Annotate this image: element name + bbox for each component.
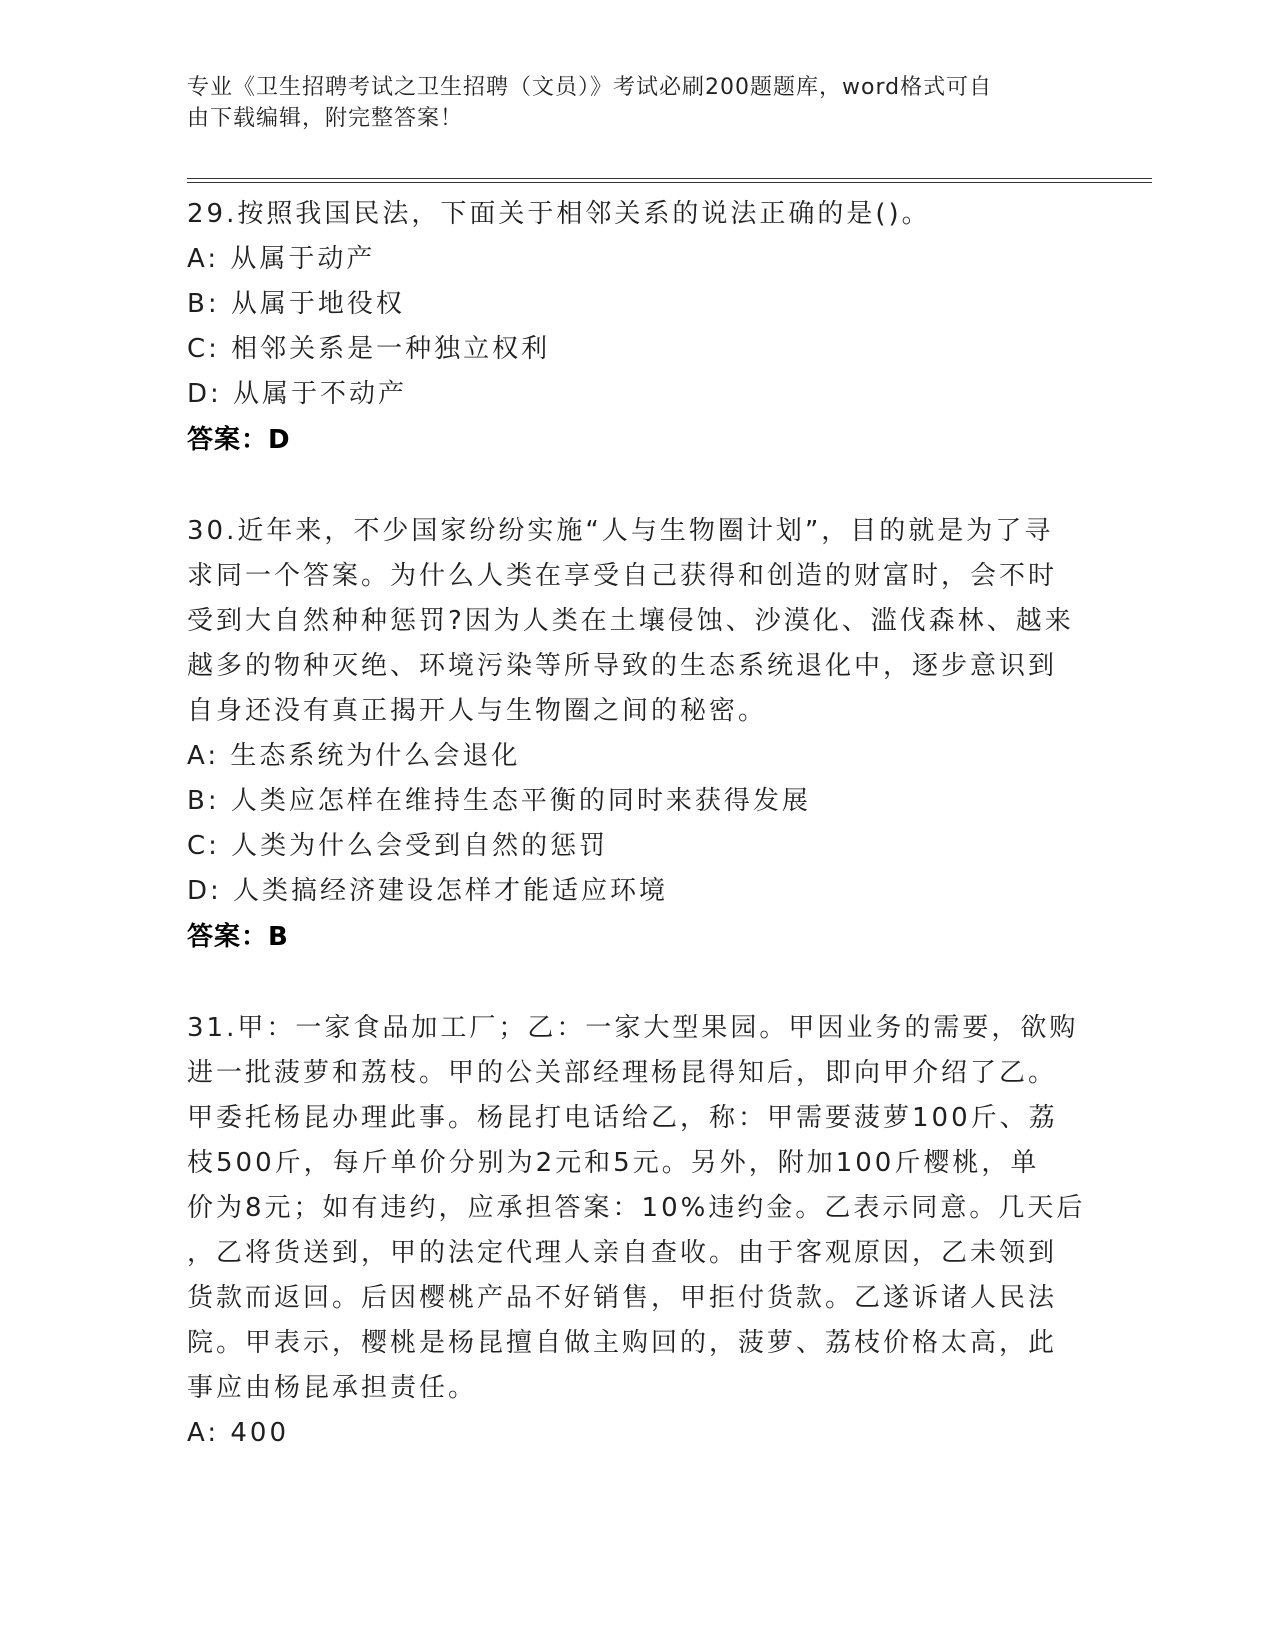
option-c: C: 相邻关系是一种独立权利 bbox=[187, 334, 551, 364]
option-a: A: 400 bbox=[187, 1418, 289, 1448]
option-a: A: 生态系统为什么会退化 bbox=[187, 741, 521, 771]
question-stem-line: ，乙将货送到，甲的法定代理人亲自查收。由于客观原因，乙未领到 bbox=[187, 1238, 1058, 1268]
question-stem-line: 枝500斤，每斤单价分别为2元和5元。另外，附加100斤樱桃，单 bbox=[187, 1148, 1040, 1178]
question-stem-line: 甲委托杨昆办理此事。杨昆打电话给乙，称：甲需要菠萝100斤、荔 bbox=[187, 1103, 1058, 1133]
option-a: A: 从属于动产 bbox=[187, 244, 376, 274]
option-d: D: 从属于不动产 bbox=[187, 379, 408, 409]
question-stem-line: 30.近年来，不少国家纷纷实施“人与生物圈计划”，目的就是为了寻 bbox=[187, 516, 1054, 546]
question-29 bbox=[187, 192, 1087, 463]
question-stem-line: 货款而返回。后因樱桃产品不好销售，甲拒付货款。乙遂诉诸人民法 bbox=[187, 1283, 1058, 1313]
answer-label: 答案：B bbox=[187, 922, 289, 952]
question-stem-line: 受到大自然种种惩罚?因为人类在土壤侵蚀、沙漠化、滥伐森林、越来 bbox=[187, 606, 1074, 636]
question-stem-line: 求同一个答案。为什么人类在享受自己获得和创造的财富时，会不时 bbox=[187, 561, 1058, 591]
question-stem-line: 事应由杨昆承担责任。 bbox=[187, 1373, 478, 1403]
header-divider-bottom bbox=[187, 182, 1152, 183]
header-divider-top bbox=[187, 178, 1152, 179]
question-stem-line: 越多的物种灭绝、环境污染等所导致的生态系统退化中，逐步意识到 bbox=[187, 651, 1058, 681]
option-b: B: 从属于地役权 bbox=[187, 289, 405, 319]
question-stem-line: 进一批菠萝和荔枝。甲的公关部经理杨昆得知后，即向甲介绍了乙。 bbox=[187, 1058, 1058, 1088]
question-stem-line: 31.甲：一家食品加工厂；乙：一家大型果园。甲因业务的需要，欲购 bbox=[187, 1013, 1079, 1043]
question-31 bbox=[187, 1006, 1087, 1456]
option-b: B: 人类应怎样在维持生态平衡的同时来获得发展 bbox=[187, 786, 811, 816]
option-c: C: 人类为什么会受到自然的惩罚 bbox=[187, 831, 609, 861]
header-line-2: 由下载编辑，附完整答案！ bbox=[187, 106, 464, 131]
question-stem-line: 29.按照我国民法，下面关于相邻关系的说法正确的是()。 bbox=[187, 199, 931, 229]
header-line-1: 专业《卫生招聘考试之卫生招聘（文员）》考试必刷200题题库，word格式可自 bbox=[187, 75, 993, 100]
question-stem-line: 院。甲表示，樱桃是杨昆擅自做主购回的，菠萝、荔枝价格太高，此 bbox=[187, 1328, 1058, 1358]
question-stem-line: 价为8元；如有违约，应承担答案：10%违约金。乙表示同意。几天后 bbox=[187, 1193, 1086, 1223]
answer-label: 答案：D bbox=[187, 425, 291, 455]
question-list bbox=[187, 192, 1087, 1502]
question-30 bbox=[187, 509, 1087, 960]
option-d: D: 人类搞经济建设怎样才能适应环境 bbox=[187, 876, 669, 906]
question-stem-line: 自身还没有真正揭开人与生物圈之间的秘密。 bbox=[187, 696, 768, 726]
document-header bbox=[187, 72, 1067, 134]
